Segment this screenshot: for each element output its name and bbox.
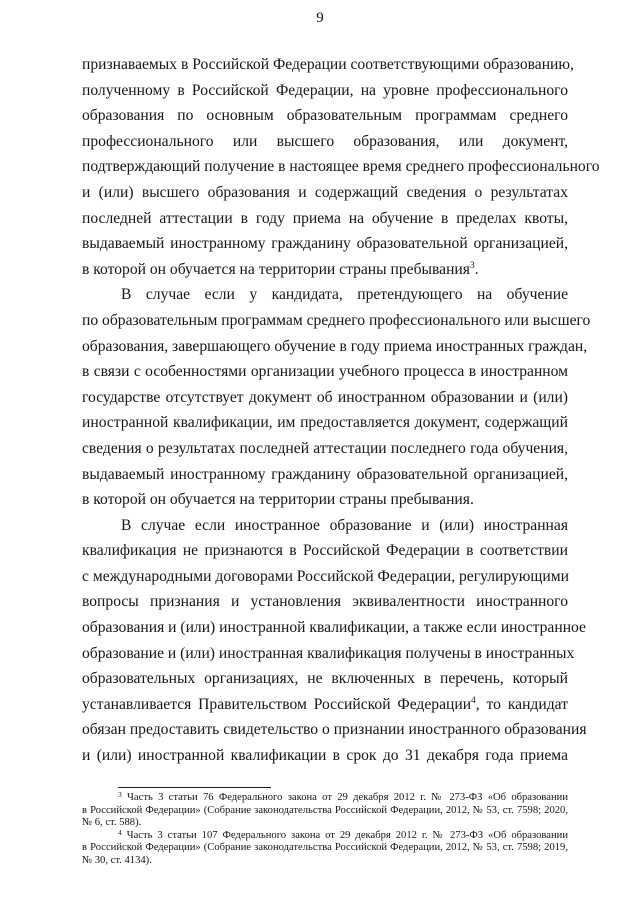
text-line: образования и (или) иностранной квалификации, а также если иностранное	[82, 619, 586, 637]
text-line: выдаваемый иностранному гражданину образовательной организацией,	[82, 235, 568, 253]
text-line: и (или) высшего образования и содержащий сведения о результатах	[82, 183, 568, 201]
text-fragment: .	[474, 260, 479, 278]
text-line: подтверждающий получение в настоящее время среднего профессионального	[82, 158, 600, 176]
footnote-line: в Российской Федерации» (Собрание законодательства Российской Федерации, 2012, № 53, ст. 7598; 2019,	[82, 842, 568, 854]
footnote-line: № 6, ст. 588).	[82, 817, 142, 829]
paragraph-2	[82, 282, 591, 512]
text-line: образования по основным образовательным программам среднего	[82, 107, 568, 125]
text-line: и (или) иностранной квалификации в срок до 31 декабря года приема	[82, 747, 568, 765]
page-number: 9	[316, 10, 324, 26]
text-fragment: Часть 3 статьи 76 Федерального закона от 29 декабря 2012 г. № 273-ФЗ «Об образовании	[127, 792, 568, 803]
text-fragment: Часть 3 статьи 107 Федерального закона от 29 декабря 2012 г. № 273-ФЗ «Об образовании	[126, 829, 569, 841]
footnotes	[82, 792, 568, 868]
text-fragment: , то кандидат	[475, 695, 568, 713]
text-line: государстве отсутствует документ об иностранном образовании и (или)	[82, 388, 568, 406]
text-line: вопросы признания и установления эквивалентности иностранного	[82, 593, 568, 611]
text-line	[82, 257, 568, 283]
text-line: образовательных организациях, не включенных в перечень, который	[82, 670, 568, 688]
text-line: выдаваемый иностранному гражданину образовательной организацией,	[82, 465, 568, 483]
text-line: сведения о результатах последней аттестации последнего года обучения,	[82, 439, 568, 457]
text-line: в которой он обучается на территории страны пребывания.	[82, 491, 474, 509]
paragraph-1	[82, 52, 600, 282]
text-fragment: в которой он обучается на территории страны пребывания	[82, 260, 470, 278]
text-line: полученному в Российской Федерации, на уровне профессионального	[82, 81, 568, 99]
text-line: последней аттестации в году приема на обучение в пределах квоты,	[82, 209, 568, 227]
text-line: по образовательным программам среднего профессионального или высшего	[82, 311, 591, 329]
text-line: признаваемых в Российской Федерации соответствующими образованию,	[82, 56, 574, 73]
text-line: в связи с особенностями организации учебного процесса в иностранном	[82, 363, 568, 381]
paragraph-3	[82, 513, 587, 769]
text-line: с международными договорами Российской Федерации, регулирующими	[82, 567, 569, 585]
text-line: обязан предоставить свидетельство о признании иностранного образования	[82, 721, 587, 739]
text-line: профессионального или высшего образования, или документ,	[82, 132, 568, 150]
text-fragment: устанавливается Правительством Российской Федерации	[82, 695, 472, 713]
footnote-line	[82, 827, 569, 843]
text-line: квалификация не признаются в Российской Федерации в соответствии	[82, 542, 568, 560]
footnote-3	[82, 792, 568, 830]
text-line: В случае если иностранное образование и (или) иностранная	[121, 516, 568, 534]
footnote-separator	[118, 787, 271, 788]
text-line: образования, завершающего обучение в году приема иностранных граждан,	[82, 337, 588, 355]
footnote-ref-4[interactable]: 4	[471, 695, 476, 706]
footnote-4	[82, 827, 569, 868]
text-line: иностранной квалификации, им предоставляется документ, содержащий	[82, 414, 568, 432]
text-line: В случае если у кандидата, претендующего на обучение	[121, 286, 568, 304]
footnote-line: № 30, ст. 4134).	[82, 854, 152, 866]
footnote-marker: 4	[118, 827, 122, 837]
footnote-ref-3[interactable]: 3	[469, 260, 475, 271]
document-body	[82, 52, 600, 769]
footnote-line	[82, 792, 568, 805]
footnote-line: в Российской Федерации» (Собрание законодательства Российской Федерации, 2012, № 53, ст. 7598; 2020,	[82, 804, 568, 816]
text-line: образование и (или) иностранная квалификация получены в иностранных	[82, 644, 575, 662]
footnote-marker: 3	[118, 790, 122, 799]
text-line	[82, 692, 568, 718]
